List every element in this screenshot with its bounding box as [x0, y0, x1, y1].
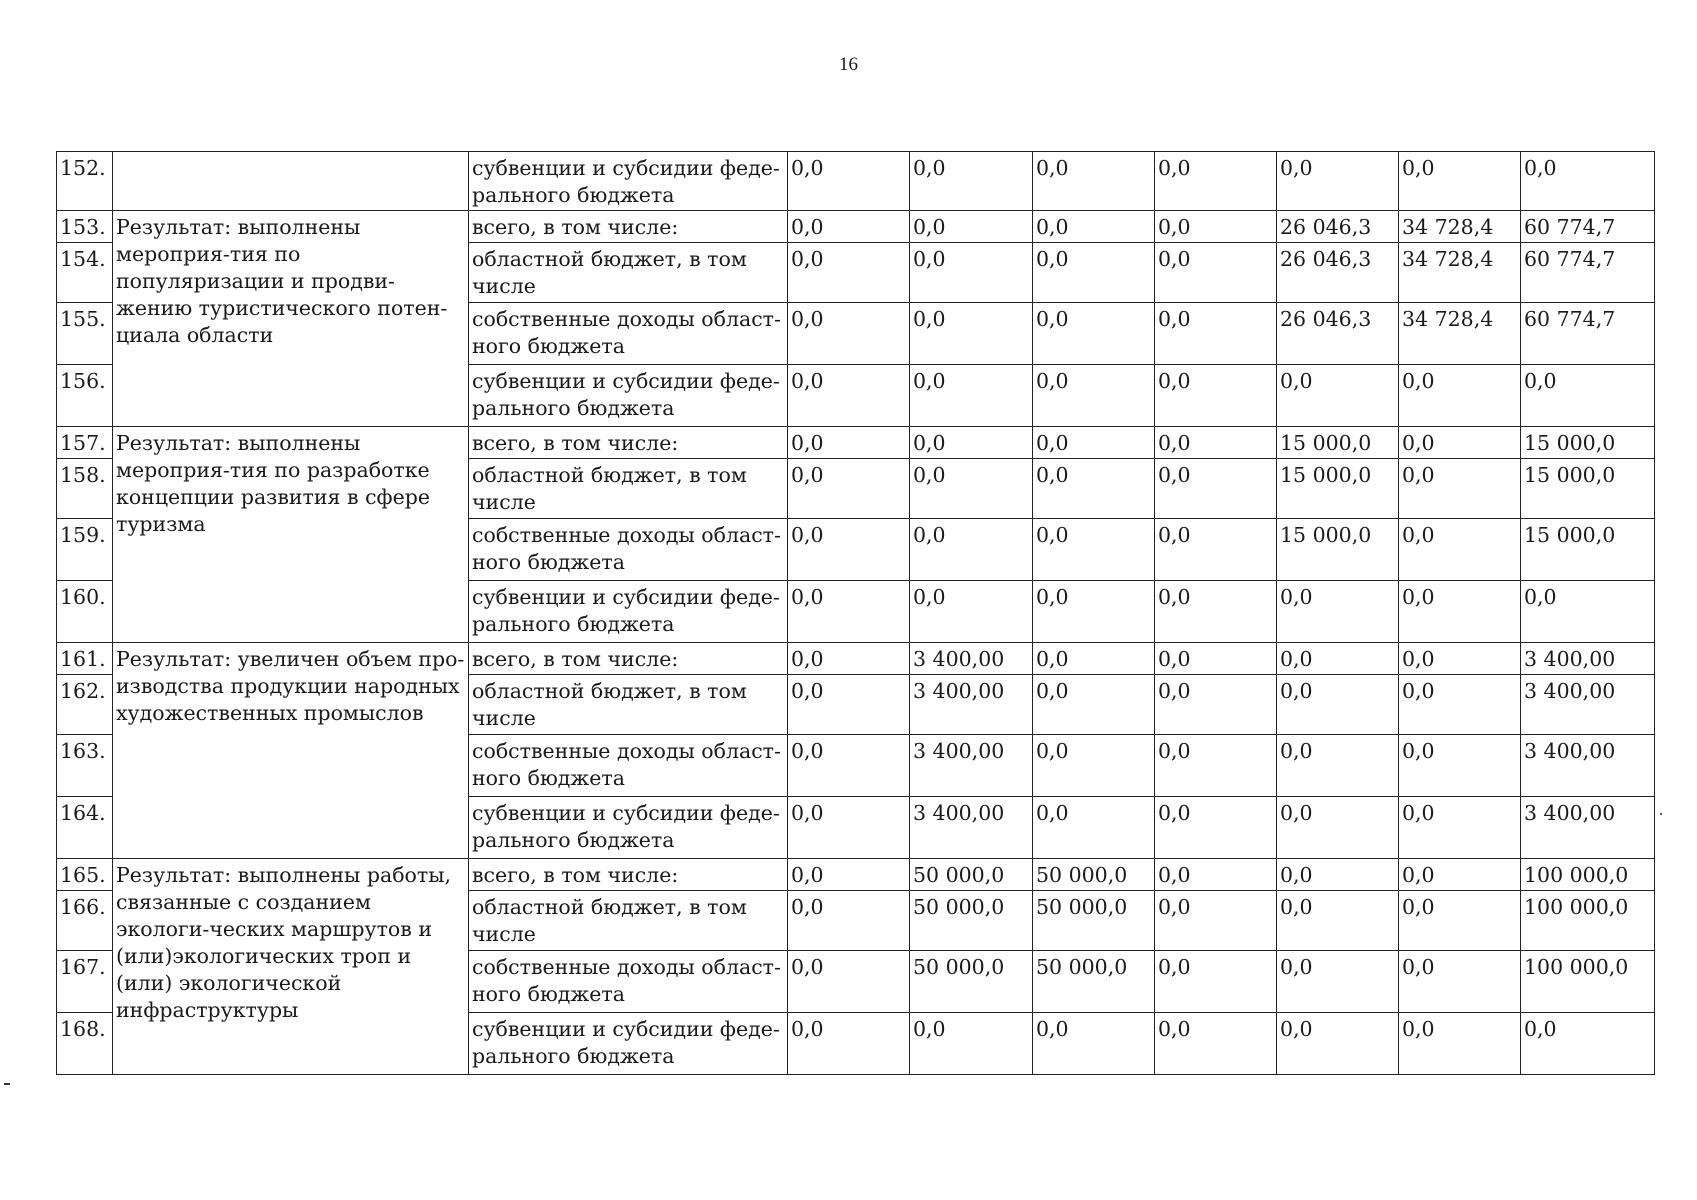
amount-cell: 0,0: [788, 675, 910, 735]
amount-cell: 34 728,4: [1399, 303, 1521, 365]
amount-cell: 0,0: [910, 152, 1033, 211]
amount-cell: 50 000,0: [910, 951, 1033, 1013]
amount-cell: 3 400,00: [910, 675, 1033, 735]
amount-cell: 0,0: [910, 211, 1033, 243]
result-cell-empty: [113, 152, 469, 211]
amount-cell: 0,0: [1033, 365, 1155, 427]
amount-cell: 0,0: [1399, 675, 1521, 735]
amount-cell: 0,0: [1399, 891, 1521, 951]
amount-cell: 3 400,00: [910, 643, 1033, 675]
amount-cell: 0,0: [788, 459, 910, 519]
table-row: [57, 643, 1655, 675]
amount-cell: 3 400,00: [1521, 735, 1655, 797]
amount-cell: 0,0: [1155, 891, 1277, 951]
margin-dot: [1660, 813, 1662, 815]
amount-cell: 0,0: [788, 581, 910, 643]
amount-cell: 50 000,0: [910, 891, 1033, 951]
amount-cell: 100 000,0: [1521, 891, 1655, 951]
budget-table: [56, 151, 1655, 1075]
funding-source: всего, в том числе:: [469, 859, 788, 891]
amount-cell: 0,0: [1155, 797, 1277, 859]
amount-cell: 0,0: [1155, 735, 1277, 797]
amount-cell: 26 046,3: [1277, 303, 1399, 365]
amount-cell: 3 400,00: [1521, 797, 1655, 859]
amount-cell: 0,0: [1155, 643, 1277, 675]
amount-cell: 0,0: [910, 459, 1033, 519]
funding-source: собственные доходы област-ного бюджета: [469, 951, 788, 1013]
amount-cell: 0,0: [788, 859, 910, 891]
table-row: [57, 211, 1655, 243]
row-number: 152.: [57, 152, 113, 211]
amount-cell: 0,0: [1033, 211, 1155, 243]
funding-source: всего, в том числе:: [469, 427, 788, 459]
amount-cell: 0,0: [1033, 797, 1155, 859]
row-number: 155.: [57, 303, 113, 365]
amount-cell: 0,0: [910, 243, 1033, 303]
row-number: 166.: [57, 891, 113, 951]
amount-cell: 0,0: [788, 243, 910, 303]
amount-cell: 34 728,4: [1399, 243, 1521, 303]
amount-cell: 0,0: [1399, 152, 1521, 211]
amount-cell: 0,0: [1399, 581, 1521, 643]
amount-cell: 0,0: [1277, 859, 1399, 891]
amount-cell: 0,0: [910, 365, 1033, 427]
row-number: 168.: [57, 1013, 113, 1075]
amount-cell: 0,0: [1033, 459, 1155, 519]
amount-cell: 0,0: [1399, 859, 1521, 891]
amount-cell: 0,0: [1277, 735, 1399, 797]
amount-cell: 0,0: [910, 519, 1033, 581]
amount-cell: 0,0: [1155, 951, 1277, 1013]
amount-cell: 26 046,3: [1277, 211, 1399, 243]
amount-cell: 0,0: [788, 1013, 910, 1075]
amount-cell: 50 000,0: [1033, 951, 1155, 1013]
result-description: Результат: увеличен объем про-изводства продукции народных художественных промыслов: [113, 643, 469, 859]
amount-cell: 0,0: [1521, 581, 1655, 643]
amount-cell: 0,0: [1155, 675, 1277, 735]
amount-cell: 0,0: [1277, 675, 1399, 735]
amount-cell: 15 000,0: [1521, 427, 1655, 459]
amount-cell: 0,0: [1155, 365, 1277, 427]
amount-cell: 15 000,0: [1521, 459, 1655, 519]
amount-cell: 3 400,00: [910, 735, 1033, 797]
funding-source: собственные доходы област-ного бюджета: [469, 735, 788, 797]
row-number: 154.: [57, 243, 113, 303]
amount-cell: 3 400,00: [1521, 643, 1655, 675]
amount-cell: 0,0: [788, 519, 910, 581]
amount-cell: 0,0: [1155, 427, 1277, 459]
amount-cell: 0,0: [788, 951, 910, 1013]
amount-cell: 0,0: [1033, 643, 1155, 675]
row-number: 153.: [57, 211, 113, 243]
funding-source: субвенции и субсидии феде-рального бюджета: [469, 1013, 788, 1075]
amount-cell: 0,0: [1033, 243, 1155, 303]
funding-source: всего, в том числе:: [469, 643, 788, 675]
amount-cell: 0,0: [788, 303, 910, 365]
amount-cell: 0,0: [1277, 365, 1399, 427]
amount-cell: 0,0: [1399, 427, 1521, 459]
amount-cell: 0,0: [1277, 797, 1399, 859]
amount-cell: 0,0: [1277, 1013, 1399, 1075]
amount-cell: 0,0: [1277, 951, 1399, 1013]
row-number: 157.: [57, 427, 113, 459]
amount-cell: 0,0: [1277, 581, 1399, 643]
amount-cell: 100 000,0: [1521, 859, 1655, 891]
row-number: 162.: [57, 675, 113, 735]
amount-cell: 0,0: [788, 643, 910, 675]
funding-source: областной бюджет, в том числе: [469, 459, 788, 519]
amount-cell: 60 774,7: [1521, 243, 1655, 303]
amount-cell: 0,0: [1399, 951, 1521, 1013]
table-row: [57, 427, 1655, 459]
table-row: [57, 859, 1655, 891]
row-number: 161.: [57, 643, 113, 675]
amount-cell: 0,0: [1155, 303, 1277, 365]
amount-cell: 0,0: [1277, 643, 1399, 675]
amount-cell: 0,0: [1033, 303, 1155, 365]
amount-cell: 0,0: [1033, 735, 1155, 797]
amount-cell: 15 000,0: [1277, 427, 1399, 459]
page-number: 16: [839, 54, 858, 75]
amount-cell: 0,0: [1155, 459, 1277, 519]
amount-cell: 0,0: [1399, 365, 1521, 427]
funding-source: областной бюджет, в том числе: [469, 891, 788, 951]
row-number: 158.: [57, 459, 113, 519]
amount-cell: 0,0: [1155, 519, 1277, 581]
funding-source: субвенции и субсидии феде-рального бюджета: [469, 365, 788, 427]
funding-source: собственные доходы област-ного бюджета: [469, 519, 788, 581]
row-number: 156.: [57, 365, 113, 427]
amount-cell: 0,0: [1399, 519, 1521, 581]
amount-cell: 3 400,00: [1521, 675, 1655, 735]
amount-cell: 100 000,0: [1521, 951, 1655, 1013]
amount-cell: 0,0: [1155, 1013, 1277, 1075]
row-number: 159.: [57, 519, 113, 581]
amount-cell: 50 000,0: [1033, 891, 1155, 951]
amount-cell: 34 728,4: [1399, 211, 1521, 243]
funding-source: субвенции и субсидии феде-рального бюджета: [469, 797, 788, 859]
result-description: Результат: выполнены мероприя-тия по популяризации и продви-жению туристического потен-циала области: [113, 211, 469, 427]
amount-cell: 0,0: [788, 797, 910, 859]
amount-cell: 0,0: [1033, 427, 1155, 459]
amount-cell: 3 400,00: [910, 797, 1033, 859]
row-number: 165.: [57, 859, 113, 891]
amount-cell: 0,0: [1155, 581, 1277, 643]
row-number: 160.: [57, 581, 113, 643]
amount-cell: 0,0: [788, 735, 910, 797]
amount-cell: 15 000,0: [1277, 519, 1399, 581]
amount-cell: 0,0: [1155, 211, 1277, 243]
amount-cell: 0,0: [910, 1013, 1033, 1075]
amount-cell: 0,0: [910, 427, 1033, 459]
funding-source: всего, в том числе:: [469, 211, 788, 243]
amount-cell: 15 000,0: [1277, 459, 1399, 519]
amount-cell: 0,0: [1399, 735, 1521, 797]
amount-cell: 0,0: [788, 365, 910, 427]
funding-source: субвенции и субсидии феде-ральнoго бюджета: [469, 152, 788, 211]
amount-cell: 0,0: [1155, 152, 1277, 211]
row-number: 163.: [57, 735, 113, 797]
amount-cell: 0,0: [1155, 859, 1277, 891]
funding-source: областной бюджет, в том числе: [469, 243, 788, 303]
amount-cell: 0,0: [788, 427, 910, 459]
amount-cell: 0,0: [1521, 365, 1655, 427]
amount-cell: 0,0: [1399, 1013, 1521, 1075]
row-number: 167.: [57, 951, 113, 1013]
amount-cell: 0,0: [788, 891, 910, 951]
amount-cell: 60 774,7: [1521, 211, 1655, 243]
amount-cell: 0,0: [910, 581, 1033, 643]
row-number: 164.: [57, 797, 113, 859]
amount-cell: 50 000,0: [910, 859, 1033, 891]
amount-cell: 0,0: [1155, 243, 1277, 303]
funding-source: собственные доходы област-ного бюджета: [469, 303, 788, 365]
amount-cell: 60 774,7: [1521, 303, 1655, 365]
amount-cell: 0,0: [1277, 152, 1399, 211]
amount-cell: 15 000,0: [1521, 519, 1655, 581]
amount-cell: 0,0: [1033, 581, 1155, 643]
amount-cell: 0,0: [1521, 152, 1655, 211]
table-row: [57, 152, 1655, 211]
amount-cell: 0,0: [910, 303, 1033, 365]
amount-cell: 0,0: [1399, 797, 1521, 859]
margin-mark: [4, 1083, 10, 1085]
amount-cell: 0,0: [1277, 891, 1399, 951]
amount-cell: 0,0: [1033, 675, 1155, 735]
amount-cell: 0,0: [1521, 1013, 1655, 1075]
amount-cell: 0,0: [1033, 1013, 1155, 1075]
funding-source: областной бюджет, в том числе: [469, 675, 788, 735]
amount-cell: 0,0: [788, 211, 910, 243]
amount-cell: 0,0: [1033, 519, 1155, 581]
amount-cell: 0,0: [1399, 643, 1521, 675]
amount-cell: 0,0: [1399, 459, 1521, 519]
amount-cell: 50 000,0: [1033, 859, 1155, 891]
amount-cell: 26 046,3: [1277, 243, 1399, 303]
amount-cell: 0,0: [788, 152, 910, 211]
result-description: Результат: выполнены мероприя-тия по разработке концепции развития в сфере туризма: [113, 427, 469, 643]
funding-source: субвенции и субсидии феде-рального бюджета: [469, 581, 788, 643]
amount-cell: 0,0: [1033, 152, 1155, 211]
result-description: Результат: выполнены работы, связанные с созданием экологи-ческих маршрутов и (или)экологических троп и (или) экологической инфраструктуры: [113, 859, 469, 1075]
